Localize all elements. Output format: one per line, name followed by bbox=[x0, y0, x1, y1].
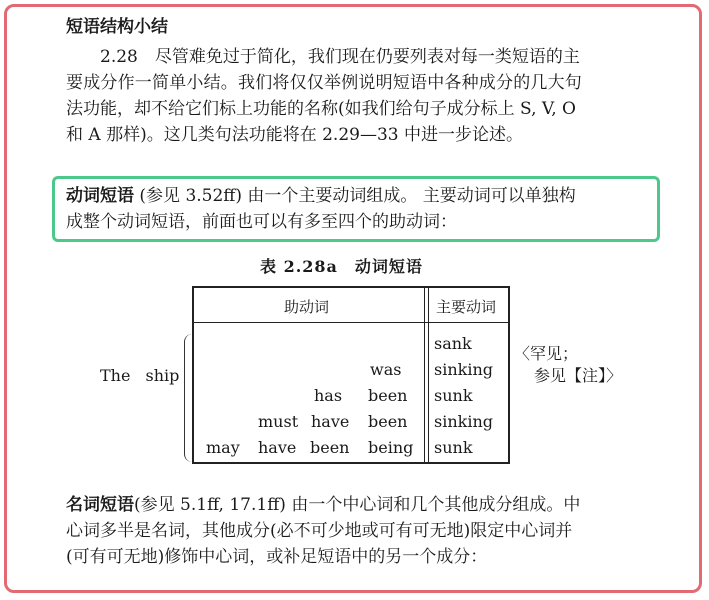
table-cell: have bbox=[258, 438, 297, 457]
verb-phrase-term: 动词短语 bbox=[66, 186, 134, 206]
header-auxiliary: 助动词 bbox=[284, 298, 330, 316]
table-column-divider bbox=[424, 286, 425, 464]
section-heading: 短语结构小结 bbox=[66, 17, 168, 37]
table-title: 表 2.28a 动词短语 bbox=[260, 257, 423, 276]
noun-phrase-paragraph bbox=[66, 492, 666, 570]
noun-phrase-line-1: (参见 5.1ff, 17.1ff) 由一个中心词和几个其他成分组成。中 bbox=[134, 495, 581, 515]
subject-label: The ship bbox=[100, 366, 180, 385]
noun-phrase-line-3: (可有可无地)修饰中心词，或补足短语中的另一个成分： bbox=[66, 547, 488, 567]
table-cell: must bbox=[258, 412, 299, 431]
table-cell: was bbox=[370, 360, 402, 379]
table-cell: been bbox=[368, 386, 408, 405]
table-cell: have bbox=[311, 412, 350, 431]
table-cell: has bbox=[314, 386, 343, 405]
table-column-divider-inner bbox=[428, 286, 429, 464]
table-cell: may bbox=[206, 438, 240, 457]
verb-phrase-paragraph bbox=[66, 183, 656, 235]
table-cell: been bbox=[368, 412, 408, 431]
note-line-2: 参见【注】〉 bbox=[534, 366, 623, 385]
summary-paragraph bbox=[66, 44, 656, 148]
summary-line-4: 和 A 那样)。这几类句法功能将在 2.29—33 中进一步论述。 bbox=[66, 125, 524, 145]
summary-line-1: 2.28 尽管难免过于简化，我们现在仍要列表对每一类短语的主 bbox=[100, 47, 580, 67]
note-line-1: 〈罕见； bbox=[514, 344, 579, 363]
table-cell: been bbox=[310, 438, 350, 457]
table-cell: sank bbox=[434, 334, 472, 353]
summary-line-3: 法功能，却不给它们标上功能的名称(如我们给句子成分标上 S, V, O bbox=[66, 99, 576, 119]
noun-phrase-term: 名词短语 bbox=[66, 495, 134, 515]
table-cell: sunk bbox=[434, 386, 473, 405]
table-cell: being bbox=[368, 438, 414, 457]
table-cell: sunk bbox=[434, 438, 473, 457]
header-main-verb: 主要动词 bbox=[436, 298, 497, 316]
verb-phrase-line-2: 成整个动词短语，前面也可以有多至四个的助动词： bbox=[66, 212, 457, 232]
verb-phrase-line-1: (参见 3.52ff) 由一个主要动词组成。 主要动词可以单独构 bbox=[134, 186, 576, 206]
table-cell: sinking bbox=[434, 360, 493, 379]
table-header-divider bbox=[194, 322, 510, 323]
rare-note bbox=[514, 343, 622, 387]
table-cell: sinking bbox=[434, 412, 493, 431]
noun-phrase-line-2: 心词多半是名词，其他成分(必不可少地或可有可无地)限定中心词并 bbox=[66, 521, 573, 541]
left-brace bbox=[184, 334, 195, 462]
summary-line-2: 要成分作一简单小结。我们将仅仅举例说明短语中各种成分的几大句 bbox=[66, 73, 582, 93]
